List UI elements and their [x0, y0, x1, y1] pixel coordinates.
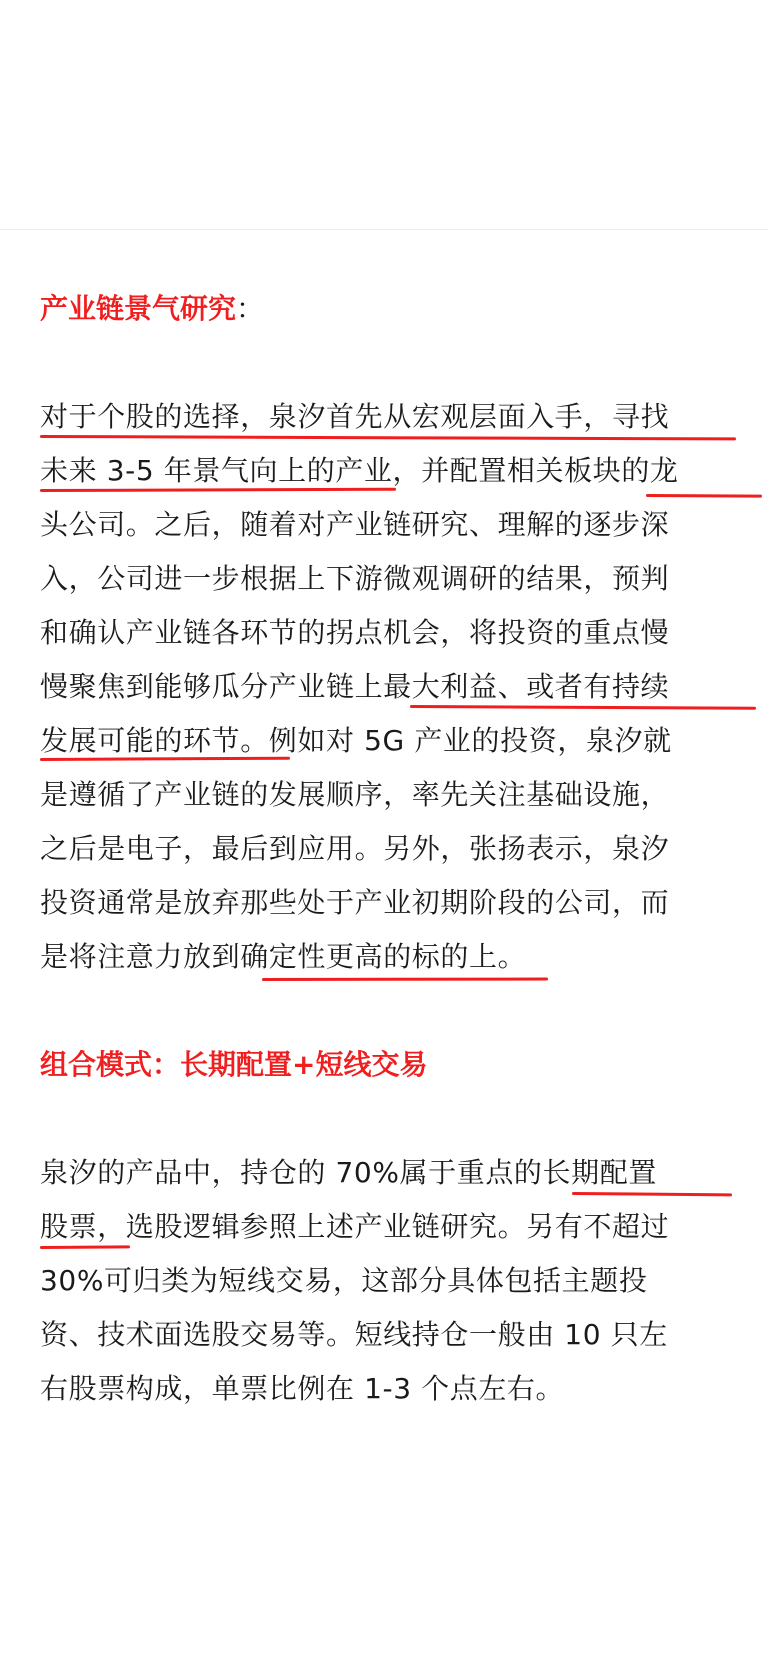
paragraph-industry-chain: [40, 390, 740, 984]
underline-mark: [40, 1245, 130, 1249]
top-blank-area: [0, 0, 768, 229]
text-line: 未来 3-5 年景气向上的产业，并配置相关板块的龙: [40, 454, 679, 487]
text-line: 泉汐的产品中，持仓的 70%属于重点的长期配置: [40, 1156, 657, 1189]
text-line: 资、技术面选股交易等。短线持仓一般由 10 只左: [40, 1318, 668, 1351]
text-line: 和确认产业链各环节的拐点机会，将投资的重点慢: [40, 616, 670, 649]
heading-colon: ：: [236, 292, 265, 325]
text-line: 股票，选股逻辑参照上述产业链研究。另有不超过: [40, 1210, 670, 1243]
text-line: 之后是电子，最后到应用。另外，张扬表示，泉汐: [40, 832, 670, 865]
article-content: [40, 282, 740, 1416]
text-line: 右股票构成，单票比例在 1-3 个点左右。: [40, 1372, 565, 1405]
heading-text: 产业链景气研究: [40, 292, 237, 325]
paragraph-portfolio-mode: [40, 1146, 740, 1416]
text-line: 是遵循了产业链的发展顺序，率先关注基础设施，: [40, 778, 670, 811]
spacer: [40, 984, 740, 1038]
underline-mark: [646, 494, 762, 498]
spacer: [40, 1092, 740, 1146]
spacer: [40, 336, 740, 390]
underline-mark: [262, 978, 548, 981]
text-line: 投资通常是放弃那些处于产业初期阶段的公司，而: [40, 886, 670, 919]
text-line: 是将注意力放到确定性更高的标的上。: [40, 940, 527, 973]
header-divider: [0, 229, 768, 230]
section-heading-portfolio-mode: [40, 1038, 740, 1092]
text-line: 30%可归类为短线交易，这部分具体包括主题投: [40, 1264, 648, 1297]
text-line: 入，公司进一步根据上下游微观调研的结果，预判: [40, 562, 670, 595]
text-line: 头公司。之后，随着对产业链研究、理解的逐步深: [40, 508, 670, 541]
text-line: 对于个股的选择，泉汐首先从宏观层面入手，寻找: [40, 400, 670, 433]
section-heading-industry-chain: [40, 282, 740, 336]
text-line: 发展可能的环节。例如对 5G 产业的投资，泉汐就: [40, 724, 672, 757]
heading-text: 组合模式：长期配置+短线交易: [40, 1048, 428, 1081]
text-line: 慢聚焦到能够瓜分产业链上最大利益、或者有持续: [40, 670, 670, 703]
